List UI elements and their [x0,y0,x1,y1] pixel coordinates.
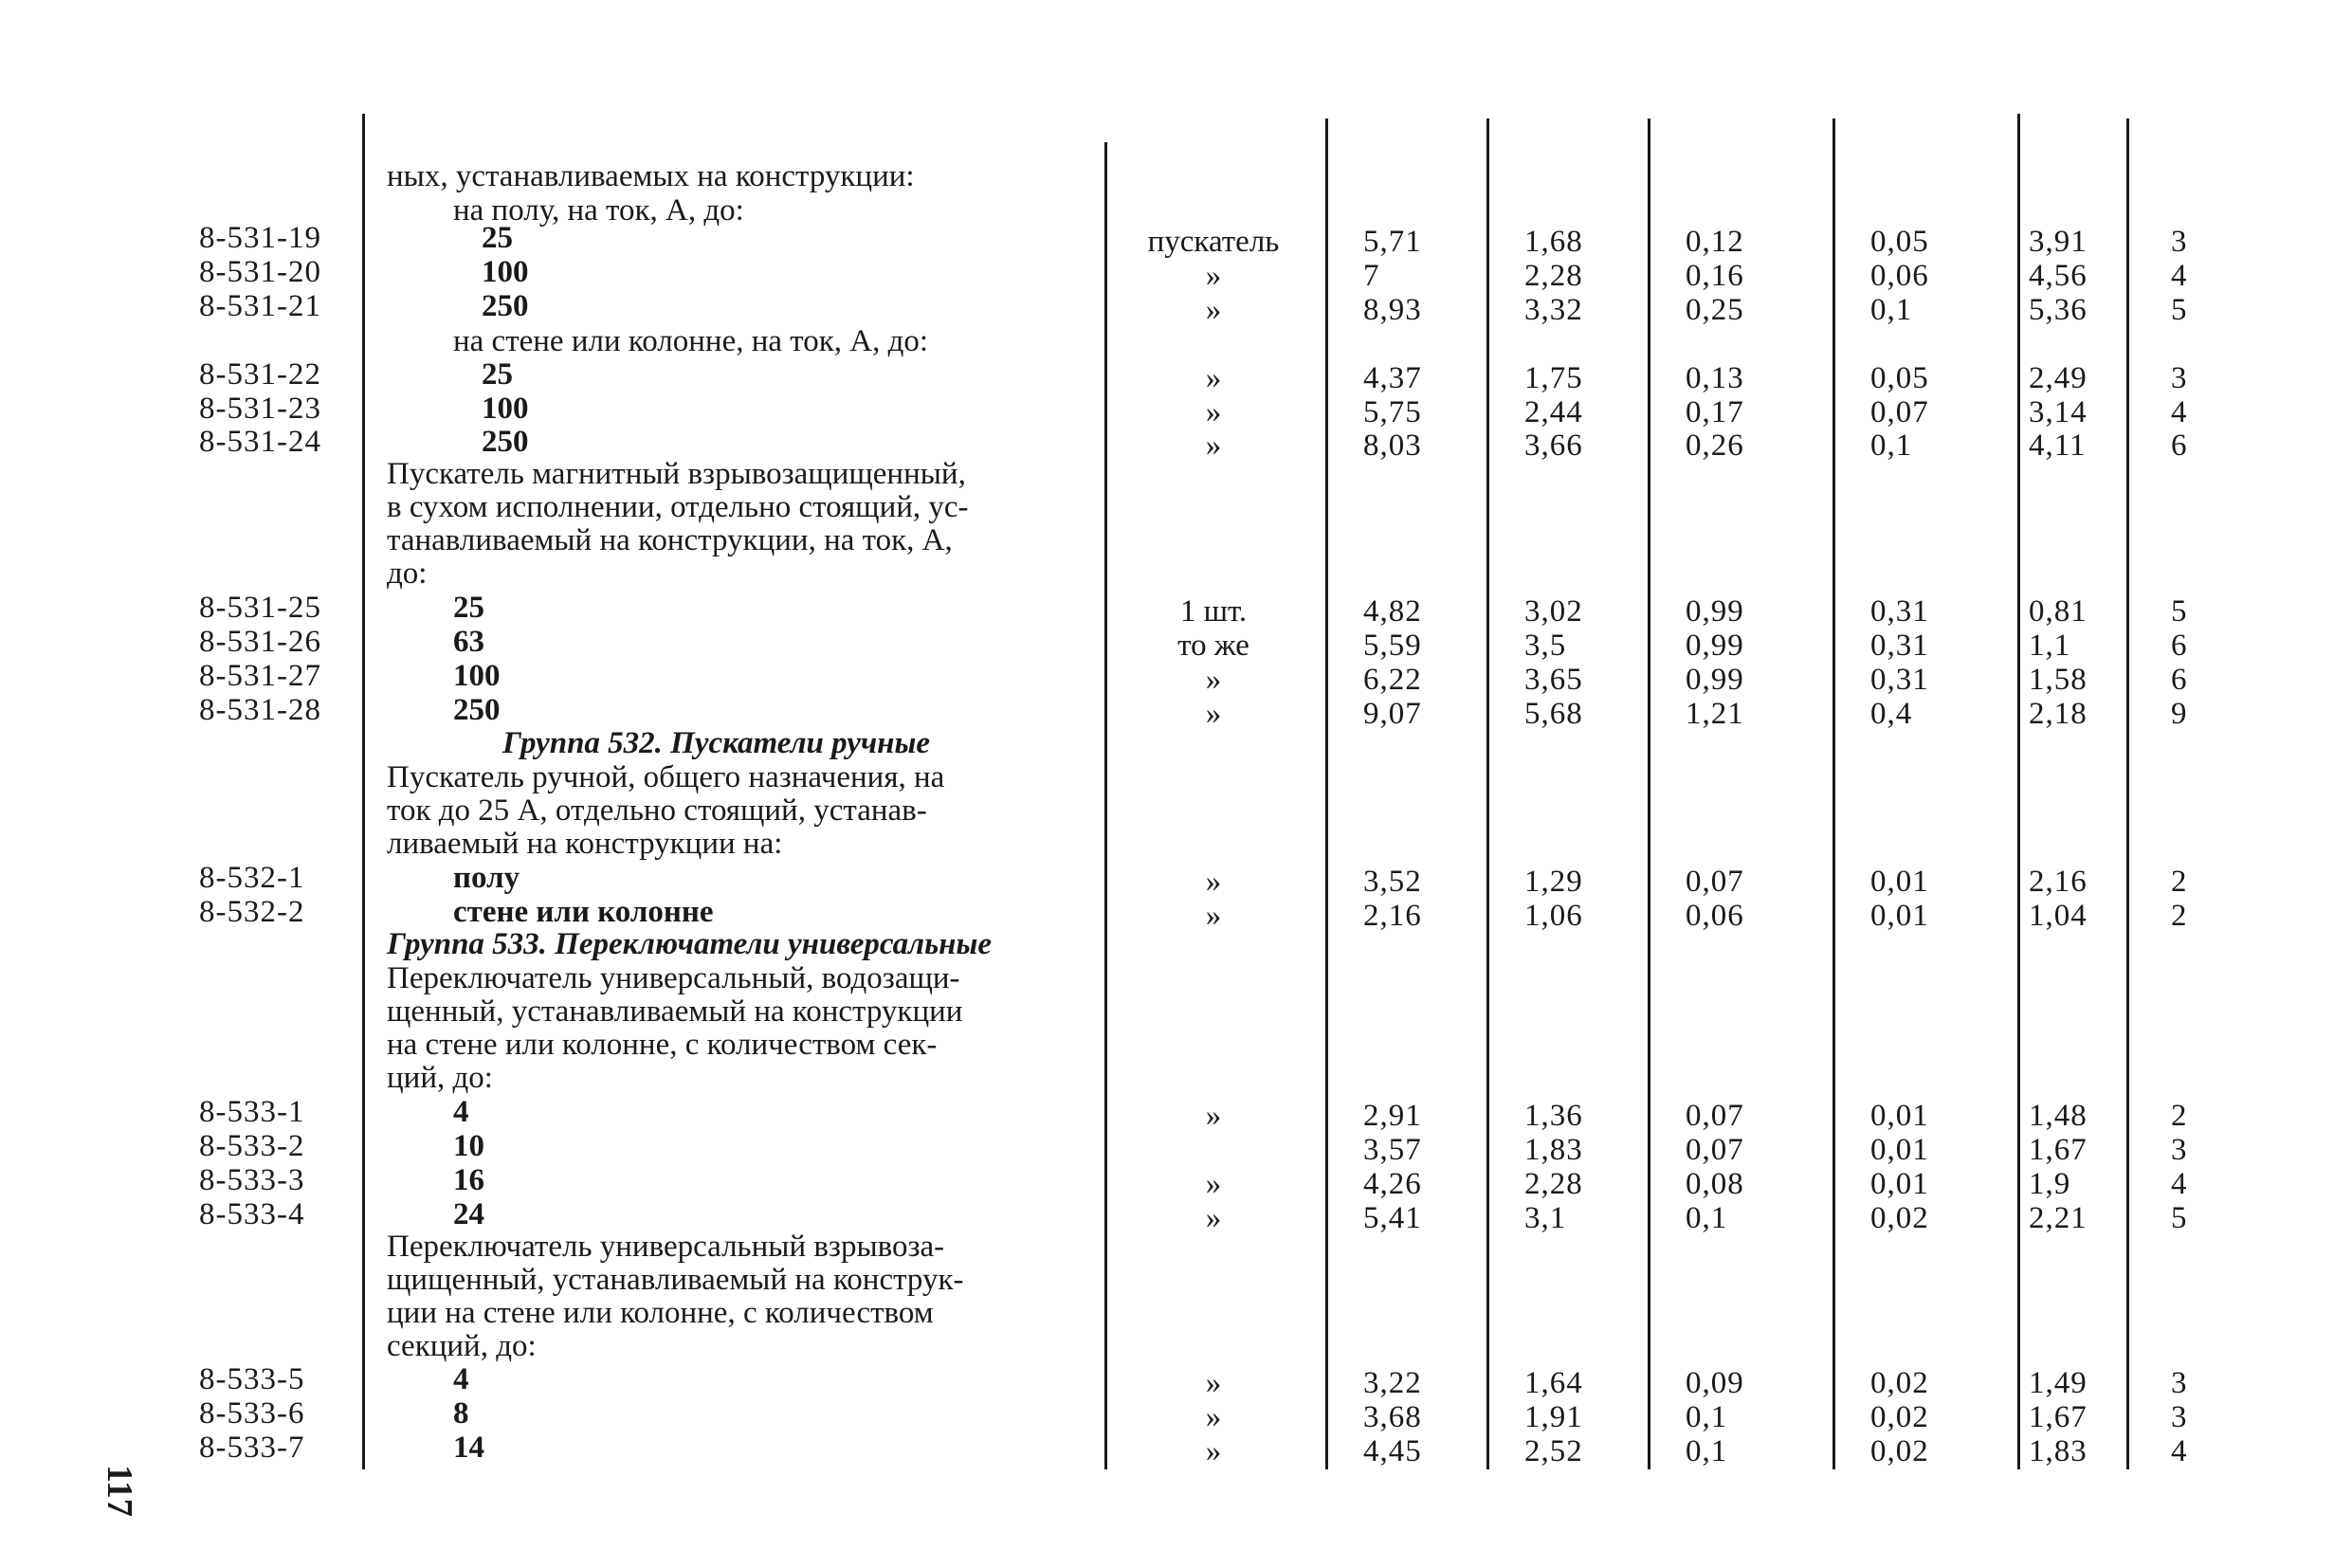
row-value-c4: 0,06 [1870,259,1929,293]
row-value-c1: 3,22 [1363,1366,1422,1400]
row-value-c3: 0,07 [1686,1099,1744,1133]
row-value-c6: 6 [2171,629,2188,663]
row-value-c4: 0,05 [1870,225,1929,259]
row-value-c4: 0,07 [1870,395,1929,429]
row-unit: » [1205,1434,1222,1468]
row-parameter: 8 [453,1396,469,1431]
row-value-c6: 6 [2171,428,2188,463]
row-value-c4: 0,4 [1870,697,1913,731]
row-value-c5: 3,14 [2029,395,2088,429]
row-unit: » [1205,1201,1222,1235]
group-heading-533 [387,927,992,961]
row-parameter: 100 [482,255,529,289]
desc-line [387,1329,537,1363]
desc-line [387,457,966,491]
row-value-c4: 0,01 [1870,1167,1929,1201]
row-parameter: 100 [482,392,529,426]
row-parameter: 16 [453,1163,484,1197]
row-code: 8-531-20 [199,255,321,289]
row-value-c2: 1,75 [1524,361,1583,395]
row-unit: » [1205,259,1222,293]
desc-text: Пускатель ручной, общего назначения, на [387,760,945,794]
row-value-c2: 1,06 [1524,899,1583,933]
rule-c1-c2 [1486,119,1489,1469]
desc-text: на полу, на ток, А, до: [453,193,744,228]
row-value-c6: 9 [2171,697,2188,731]
row-parameter: 250 [482,289,529,323]
row-code: 8-533-4 [199,1197,305,1231]
row-code: 8-531-26 [199,625,321,659]
row-code: 8-533-3 [199,1163,305,1197]
row-code: 8-531-19 [199,221,321,255]
rule-code-desc [362,114,365,1469]
row-value-c1: 2,16 [1363,899,1422,933]
rule-c5-c6 [2126,119,2129,1469]
row-value-c2: 2,44 [1524,395,1583,429]
row-value-c1: 8,93 [1363,293,1422,327]
row-parameter: 63 [453,625,484,659]
row-value-c4: 0,02 [1870,1366,1929,1400]
desc-text: ции на стене или колонне, с количеством [387,1296,934,1330]
row-value-c5: 1,49 [2029,1366,2088,1400]
row-value-c3: 0,07 [1686,1133,1744,1167]
row-value-c4: 0,01 [1870,1099,1929,1133]
row-value-c1: 9,07 [1363,697,1422,731]
row-parameter: 25 [453,591,484,625]
row-code: 8-533-7 [199,1431,305,1465]
row-code: 8-532-1 [199,861,305,895]
row-value-c6: 3 [2171,1400,2188,1434]
row-value-c3: 0,99 [1686,629,1744,663]
row-value-c1: 7 [1363,259,1380,293]
row-value-c5: 5,36 [2029,293,2088,327]
row-value-c4: 0,31 [1870,663,1929,697]
row-value-c4: 0,01 [1870,1133,1929,1167]
row-value-c2: 1,83 [1524,1133,1583,1167]
row-value-c6: 4 [2171,1434,2188,1468]
desc-text: Переключатель универсальный, водозащи- [387,961,960,995]
row-value-c5: 1,83 [2029,1434,2088,1468]
row-parameter: 100 [453,659,501,693]
row-value-c5: 0,81 [2029,594,2088,629]
row-unit: » [1205,663,1222,697]
row-value-c5: 1,67 [2029,1400,2088,1434]
desc-text: Пускатель магнитный взрывозащищенный, [387,457,966,491]
row-value-c4: 0,01 [1870,899,1929,933]
page-number: 117 [100,1465,139,1517]
row-value-c5: 1,9 [2029,1167,2071,1201]
row-unit: » [1205,395,1222,429]
desc-text: ных, устанавливаемых на конструкции: [387,159,915,193]
row-value-c2: 2,28 [1524,259,1583,293]
desc-text: Группа 532. Пускатели ручные [502,726,931,760]
row-value-c3: 0,1 [1686,1434,1728,1468]
row-value-c5: 2,21 [2029,1201,2088,1235]
row-value-c6: 4 [2171,1167,2188,1201]
row-value-c3: 0,07 [1686,865,1744,899]
desc-line [387,1296,934,1330]
row-parameter: 10 [453,1129,484,1163]
row-value-c3: 1,21 [1686,697,1744,731]
rule-c3-c4 [1832,119,1835,1469]
row-value-c6: 5 [2171,293,2188,327]
row-parameter: 25 [482,221,513,255]
row-code: 8-533-1 [199,1095,305,1129]
desc-line [387,523,953,557]
row-value-c1: 5,59 [1363,629,1422,663]
row-value-c2: 5,68 [1524,697,1583,731]
row-unit: то же [1177,629,1249,663]
row-value-c3: 0,1 [1686,1400,1728,1434]
row-value-c1: 3,52 [1363,865,1422,899]
row-value-c5: 3,91 [2029,225,2088,259]
desc-text: на стене или колонне, на ток, А, до: [453,324,929,358]
desc-text: щенный, устанавливаемый на конструкции [387,994,963,1029]
group-heading-532 [502,726,930,760]
row-value-c4: 0,1 [1870,293,1913,327]
row-value-c2: 3,65 [1524,663,1583,697]
row-unit: » [1205,1366,1222,1400]
desc-text: до: [387,556,428,591]
desc-line [387,1028,937,1062]
row-value-c1: 6,22 [1363,663,1422,697]
row-value-c3: 0,06 [1686,899,1744,933]
row-parameter: 24 [453,1197,484,1231]
row-code: 8-531-27 [199,659,321,693]
desc-line [387,1061,493,1095]
row-value-c5: 1,48 [2029,1099,2088,1133]
row-parameter: 4 [453,1362,469,1396]
row-value-c5: 2,49 [2029,361,2088,395]
row-value-c2: 3,02 [1524,594,1583,629]
row-code: 8-532-2 [199,895,305,929]
row-value-c4: 0,1 [1870,428,1913,463]
row-unit: » [1205,899,1222,933]
desc-line [387,490,969,524]
row-value-c2: 3,32 [1524,293,1583,327]
row-value-c1: 3,68 [1363,1400,1422,1434]
row-value-c2: 1,64 [1524,1366,1583,1400]
row-code: 8-531-25 [199,591,321,625]
row-value-c4: 0,02 [1870,1400,1929,1434]
desc-line [387,827,782,861]
row-value-c5: 2,16 [2029,865,2088,899]
row-value-c3: 0,25 [1686,293,1744,327]
row-value-c1: 4,37 [1363,361,1422,395]
row-value-c3: 0,08 [1686,1167,1744,1201]
row-code: 8-531-21 [199,289,321,323]
row-value-c1: 3,57 [1363,1133,1422,1167]
row-value-c6: 5 [2171,1201,2188,1235]
row-value-c3: 0,26 [1686,428,1744,463]
row-unit: пускатель [1147,225,1280,259]
row-code: 8-531-23 [199,392,321,426]
row-value-c1: 8,03 [1363,428,1422,463]
row-unit: » [1205,361,1222,395]
desc-line [387,793,927,828]
row-value-c2: 1,91 [1524,1400,1583,1434]
row-unit: » [1205,1400,1222,1434]
rule-desc-unit [1104,142,1107,1469]
row-parameter: стене или колонне [453,895,714,929]
row-unit: 1 шт. [1179,594,1248,629]
desc-line [453,324,928,358]
row-code: 8-533-6 [199,1396,305,1431]
row-value-c4: 0,02 [1870,1201,1929,1235]
row-parameter: 14 [453,1431,484,1465]
desc-line [387,961,960,995]
row-value-c3: 0,16 [1686,259,1744,293]
row-value-c6: 5 [2171,594,2188,629]
row-value-c5: 2,18 [2029,697,2088,731]
row-parameter: 25 [482,357,513,392]
row-value-c4: 0,05 [1870,361,1929,395]
row-parameter: 4 [453,1095,469,1129]
desc-text: ток до 25 А, отдельно стоящий, устанав- [387,793,927,828]
row-value-c6: 4 [2171,259,2188,293]
row-value-c3: 0,09 [1686,1366,1744,1400]
row-value-c4: 0,01 [1870,865,1929,899]
desc-text: ций, до: [387,1061,493,1095]
row-unit: » [1205,1099,1222,1133]
row-value-c2: 1,29 [1524,865,1583,899]
row-value-c5: 1,67 [2029,1133,2088,1167]
desc-line [387,556,427,591]
row-parameter: 250 [482,425,529,459]
row-code: 8-531-28 [199,693,321,727]
row-value-c1: 2,91 [1363,1099,1422,1133]
row-value-c4: 0,02 [1870,1434,1929,1468]
row-value-c4: 0,31 [1870,629,1929,663]
row-parameter: 250 [453,693,501,727]
row-value-c3: 0,13 [1686,361,1744,395]
row-code: 8-531-22 [199,357,321,392]
row-value-c2: 2,52 [1524,1434,1583,1468]
row-value-c6: 3 [2171,225,2188,259]
row-value-c5: 4,11 [2029,428,2087,463]
row-value-c6: 3 [2171,361,2188,395]
row-value-c5: 1,04 [2029,899,2088,933]
desc-text: на стене или колонне, с количеством сек- [387,1028,938,1062]
row-unit: » [1205,293,1222,327]
desc-text: Переключатель универсальный взрывоза- [387,1230,945,1264]
row-value-c6: 2 [2171,865,2188,899]
desc-line [387,760,944,794]
row-value-c2: 1,36 [1524,1099,1583,1133]
rule-unit-c1 [1325,119,1328,1469]
row-value-c2: 3,5 [1524,629,1567,663]
row-value-c3: 0,17 [1686,395,1744,429]
row-unit: » [1205,428,1222,463]
row-value-c2: 1,68 [1524,225,1583,259]
row-code: 8-533-5 [199,1362,305,1396]
row-unit: » [1205,865,1222,899]
desc-text: секций, до: [387,1329,537,1363]
row-value-c1: 5,41 [1363,1201,1422,1235]
row-value-c6: 3 [2171,1133,2188,1167]
rule-c2-c3 [1648,119,1650,1469]
row-value-c3: 0,99 [1686,663,1744,697]
row-value-c6: 6 [2171,663,2188,697]
rule-c4-c5 [2017,114,2020,1469]
desc-text: Группа 533. Переключатели универсальные [387,927,993,961]
row-value-c6: 2 [2171,899,2188,933]
row-value-c1: 5,71 [1363,225,1422,259]
row-unit: » [1205,697,1222,731]
row-value-c5: 1,1 [2029,629,2071,663]
row-value-c5: 4,56 [2029,259,2088,293]
desc-line [387,994,962,1029]
desc-text: танавливаемый на конструкции, на ток, А, [387,523,953,557]
desc-line [387,1263,964,1297]
row-value-c3: 0,1 [1686,1201,1728,1235]
row-value-c1: 4,45 [1363,1434,1422,1468]
row-value-c2: 3,66 [1524,428,1583,463]
row-value-c2: 2,28 [1524,1167,1583,1201]
row-value-c2: 3,1 [1524,1201,1567,1235]
row-code: 8-533-2 [199,1129,305,1163]
row-value-c1: 5,75 [1363,395,1422,429]
row-value-c6: 4 [2171,395,2188,429]
row-value-c6: 3 [2171,1366,2188,1400]
row-value-c3: 0,99 [1686,594,1744,629]
row-value-c6: 2 [2171,1099,2188,1133]
desc-line [387,1230,944,1264]
row-value-c5: 1,58 [2029,663,2088,697]
row-value-c1: 4,26 [1363,1167,1422,1201]
desc-text: щищенный, устанавливаемый на конструк- [387,1263,964,1297]
desc-text: ливаемый на конструкции на: [387,827,783,861]
row-unit: » [1205,1167,1222,1201]
row-value-c1: 4,82 [1363,594,1422,629]
row-value-c4: 0,31 [1870,594,1929,629]
row-code: 8-531-24 [199,425,321,459]
row-parameter: полу [453,861,520,895]
row-value-c3: 0,12 [1686,225,1744,259]
desc-line [387,159,915,193]
desc-text: в сухом исполнении, отдельно стоящий, ус- [387,490,969,524]
